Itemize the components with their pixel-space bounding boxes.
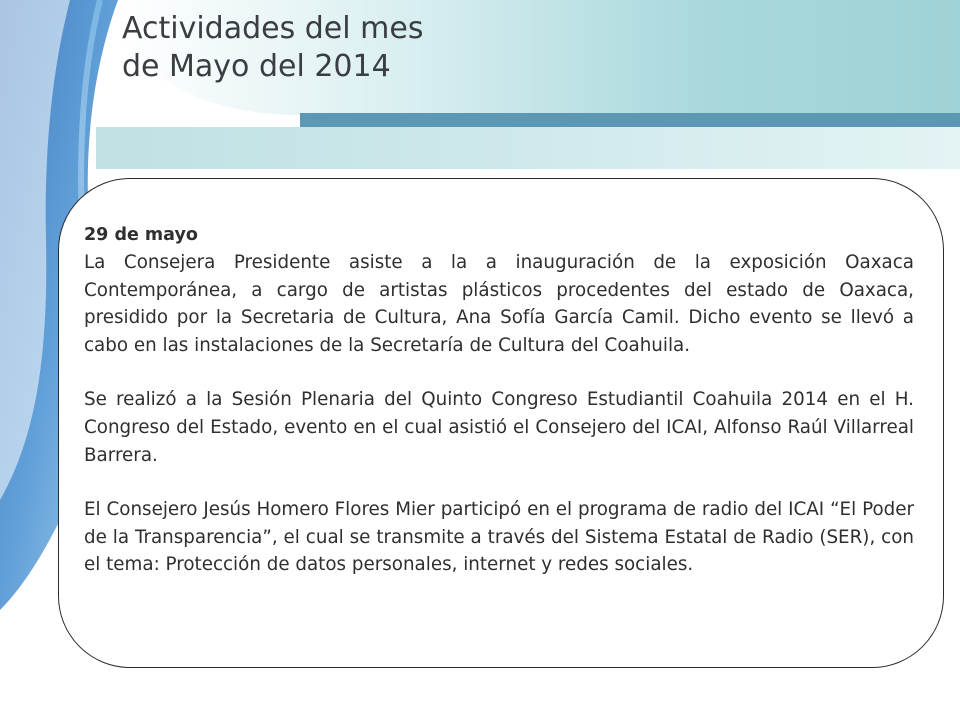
- paragraph-congreso: Se realizó a la Sesión Plenaria del Quinto Congreso Estudiantil Coahuila 2014 en el H. Congreso del Estado, evento en el cual asistió el Consejero del ICAI, Alfonso Raúl Villarreal Barrera.: [84, 389, 914, 466]
- content-body: [84, 222, 914, 579]
- paragraph-radio: El Consejero Jesús Homero Flores Mier participó en el programa de radio del ICAI “El Poder de la Transparencia”, el cual se transmite a través del Sistema Estatal de Radio (SER), con el tema: Protección de datos personales, internet y redes sociales.: [84, 499, 914, 576]
- title-line-1: Actividades del mes: [122, 11, 424, 46]
- dark-stripe: [300, 113, 960, 127]
- title-line-2: de Mayo del 2014: [122, 49, 391, 84]
- teal-band-lower: [96, 127, 960, 169]
- date-heading: 29 de mayo: [84, 225, 198, 245]
- slide-title: [122, 10, 602, 86]
- paragraph-exposicion: La Consejera Presidente asiste a la a inauguración de la exposición Oaxaca Contemporánea, a cargo de artistas plásticos procedentes del estado de Oaxaca, presidido por la Secretaria de Cultura, Ana Sofía García Camil. Dicho evento se llevó a cabo en las instalaciones de la Secretaría de Cultura del Coahuila.: [84, 252, 914, 356]
